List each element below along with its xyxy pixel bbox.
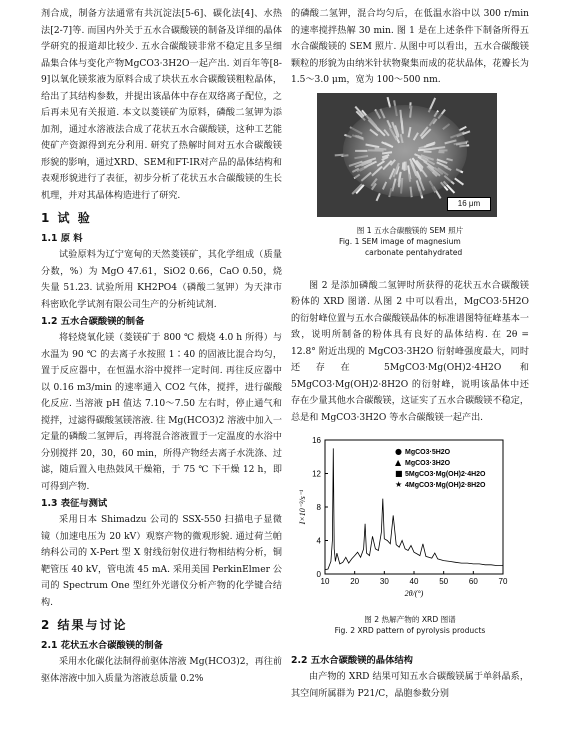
legend-label: 5MgCO3·Mg(OH)2·4H2O	[405, 471, 486, 478]
continuation-paragraph: 的磷酸二氢钾，混合均匀后，在低温水浴中以 300 r/min 的速率搅拌热解 30 min. 图 1 是在上述条件下制备所得五水合碳酸镁的 SEM 照片. 从图中可以看出，五水合碳酸镁颗粒的形貌为由纳米针状物聚集而成的花状晶体，花瓣长为 1.5～3.0 μm，宽为 100～500 nm.	[291, 9, 529, 85]
section-2-2-heading: 2.2 五水合碳酸镁的晶体结构	[291, 655, 413, 666]
section-1-1-heading: 1.1 原 料	[41, 233, 83, 244]
figure-2-caption-cn: 图 2 热解产物的 XRD 图谱	[364, 615, 456, 624]
figure-2-caption-en: Fig. 2 XRD pattern of pyrolysis products	[334, 626, 486, 635]
legend-marker: ▲	[395, 458, 402, 467]
figure-1-caption-cn: 图 1 五水合碳酸镁的 SEM 照片	[356, 225, 464, 235]
sem-image	[317, 93, 497, 217]
section-1-2-heading: 1.2 五水合碳酸镁的制备	[41, 316, 145, 327]
scale-bar: 16 μm	[447, 197, 491, 211]
right-column	[291, 6, 529, 702]
legend-label: MgCO3·3H2O	[405, 460, 451, 467]
x-tick-label: 50	[439, 577, 449, 586]
x-tick-label: 70	[498, 577, 508, 586]
x-axis-label: 2θ/(°)	[404, 589, 424, 598]
legend-label: 4MgCO3·Mg(OH)2·8H2O	[405, 482, 486, 489]
x-tick-label: 10	[320, 577, 330, 586]
intro-paragraph: 剂合成，制备方法通常有共沉淀法[5-6]、碳化法[4]、水热法[2-7]等. 而国内外关于五水合碳酸镁的制备及详细的晶体学研究的报道却比较少. 五水合碳酸镁非常不稳定且多呈细晶集合体与变化产物MgCO3·3H2O一起产出. 刘百年等[8-9]以氧化镁浆液为原料合成了块状五水合碳酸镁粗粒晶体，给出了其结构参数，并提出该晶体中存在双络离子配位，之后再未见有关报道. 本文以菱镁矿为原料，磷酸二氢钾为添加剂，通过水溶液法合成了花状五水合碳酸镁，这种工艺能使矿产资源得到充分利用. 研究了热解时间对五水合碳酸镁形貌的影响，通过XRD、SEM和FT-IR对产品的晶体结构和表观形貌进行了表征，初步分析了花状五水合碳酸镁的生长机理，并对其晶体构造进行了研究.	[41, 9, 282, 201]
section-2-1-paragraph: 采用水化碳化法制得前驱体溶液 Mg(HCO3)2，再往前驱体溶液中加入质量为溶液总质量 0.2%	[41, 657, 282, 684]
x-tick-label: 20	[350, 577, 360, 586]
preparation-paragraph: 将轻烧氧化镁（菱镁矿于 800 ℃ 煅烧 4.0 h 所得）与水温为 90 ℃ 的去离子水按照 1∶40 的固液比混合均匀，置于反应器中，在恒温水浴中搅拌一定时间. 再往反应器中以 0.16 m3/min 的速率通入 CO2 气体，搅拌，进行碳酸化反应. 当溶液 pH 值达 7.10～7.50 左右时，停止通气和搅拌，过滤得碳酸氢镁溶液. 往 Mg(HCO3)2 溶液中加入一定量的磷酸二氢钾后，再将混合溶液置于一定温度的水浴中分别搅拌 20，30，60 min，所得产物经去离子水洗涤、过滤，随后置入电热鼓风干燥箱，于 75 ℃ 下干燥 12 h，即可得到产物.	[41, 333, 282, 492]
y-tick-label: 4	[316, 536, 321, 546]
y-tick-label: 8	[316, 503, 321, 512]
materials-paragraph: 试验原料为辽宁宽甸的天然菱镁矿，其化学组成（质量分数，%）为 MgO 47.61，SiO2 0.66，CaO 0.50，烧失量 51.23. 试验所用 KH2PO4（磷酸二氢钾）为天津市科密欧化学试剂有限公司生产的分析纯试剂.	[41, 250, 282, 310]
figure-1-caption-en-2: carbonate pentahydrated	[365, 247, 463, 257]
figure-1-caption-en-1: Fig. 1 SEM image of magnesium	[339, 236, 461, 246]
legend-marker: ■	[395, 469, 403, 478]
xrd-axes	[298, 436, 508, 598]
xrd-legend	[395, 447, 486, 489]
x-tick-label: 30	[379, 577, 389, 586]
characterization-paragraph: 采用日本 Shimadzu 公司的 SSX-550 扫描电子显微镜（加速电压为 20 kV）观察产物的微观形貌. 通过荷兰帕纳科公司的 X-Pert 型 X 射线衍射仪进行物相结构分析，铜靶管压 40 kV，管电流 45 mA. 采用美国 PerkinElmer 公司的 Spectrum One 型红外光谱仪分析产物的化学键合结构.	[41, 515, 282, 608]
section-2-2-paragraph: 由产物的 XRD 结果可知五水合碳酸镁属于单斜晶系，其空间所属群为 P21/C，晶胞参数分别	[291, 672, 529, 699]
section-1-heading: 1 试 验	[41, 211, 92, 225]
left-column	[41, 6, 282, 687]
y-tick-label: 16	[312, 436, 321, 445]
xrd-discussion-paragraph: 图 2 是添加磷酸二氢钾时所获得的花状五水合碳酸镁粉体的 XRD 图谱. 从图 2 中可以看出，MgCO3·5H2O 的衍射峰位置与五水合碳酸镁晶体的标准谱图特征峰基本一致，说明所制备的粉体具有良好的晶体结构. 在 2θ = 12.8° 附近出现的 MgCO3·3H2O 衍射峰强度最大，同时还存在 5MgCO3·Mg(OH)2·4H2O 和 5MgCO3·Mg(OH)2·8H2O 的衍射峰，说明该晶体中还存在少量其他水合碳酸镁，这证实了五水合碳酸镁不稳定，总是和 MgCO3·3H2O 等水合碳酸镁一起产出.	[291, 280, 529, 423]
y-tick-label: 0	[316, 570, 321, 579]
y-axis-label: I×10⁻³/s⁻¹	[298, 489, 307, 525]
xrd-chart	[297, 432, 511, 608]
y-tick-label: 12	[312, 469, 321, 479]
legend-label: MgCO3·5H2O	[405, 449, 451, 456]
legend-marker: ★	[395, 480, 403, 489]
legend-marker: ●	[395, 447, 402, 456]
section-2-heading: 2 结果与讨论	[41, 618, 128, 632]
section-1-3-heading: 1.3 表征与测试	[41, 498, 108, 509]
sem-petal	[335, 154, 345, 155]
x-tick-label: 60	[468, 577, 478, 586]
section-2-1-heading: 2.1 花状五水合碳酸镁的制备	[41, 640, 163, 651]
x-tick-label: 40	[409, 577, 419, 586]
